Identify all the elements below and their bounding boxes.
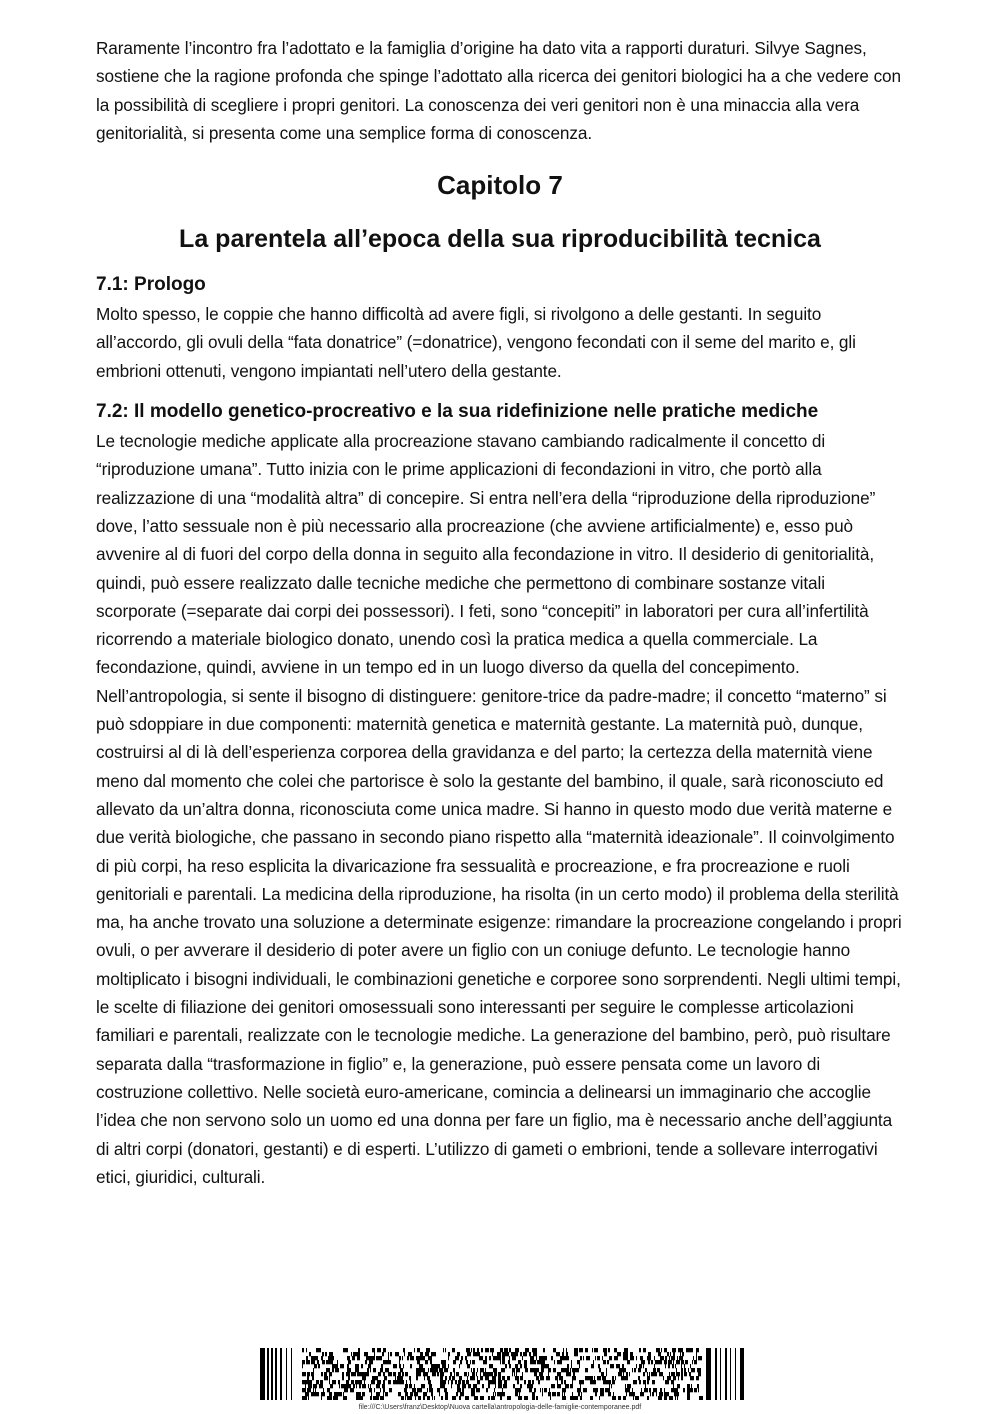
document-page <box>96 34 904 1191</box>
section-heading-7-1: 7.1: Prologo <box>96 274 206 296</box>
pdf417-barcode-icon <box>260 1348 744 1400</box>
intro-paragraph: Raramente l’incontro fra l’adottato e la famiglia d’origine ha dato vita a rapporti duraturi. Silvye Sagnes, sostiene che la ragione profonda che spinge l’adottato alla ricerca dei genitori biologici ha a che vedere con la possibilità di scegliere i propri genitori. La conoscenza dei veri genitori non è una minaccia alla vera genitorialità, si presenta come una semplice forma di conoscenza. <box>96 38 901 143</box>
section-heading-7-2: 7.2: Il modello genetico-procreativo e la sua ridefinizione nelle pratiche mediche <box>96 401 819 423</box>
chapter-title: La parentela all’epoca della sua riproducibilità tecnica <box>179 225 821 254</box>
section-text-7-2: Le tecnologie mediche applicate alla procreazione stavano cambiando radicalmente il concetto di “riproduzione umana”. Tutto inizia con le prime applicazioni di fecondazioni in vitro, che portò alla realizzazione di una “modalità altra” di concepire. Si entra nell’era della “riproduzione della riproduzione” dove, l’atto sessuale non è più necessario alla procreazione (che avviene artificialmente) e, esso può avvenire al di fuori del corpo della donna in seguito alla fecondazione in vitro. Il desiderio di genitorialità, quindi, può essere realizzato dalle tecniche mediche che permettono di combinare sostanze vitali scorporate (=separate dai corpi dei possessori). I feti, sono “concepiti” in laboratori per cura all’infertilità ricorrendo a materiale biologico donato, unendo così la pratica medica a quella commerciale. La fecondazione, quindi, avviene in un tempo ed in un luogo diverso da quella del concepimento. Nell’antropologia, si sente il bisogno di distinguere: genitore-trice da padre-madre; il concetto “materno” si può sdoppiare in due componenti: maternità genetica e maternità gestante. La maternità può, dunque, costruirsi al di là dell’esperienza corporea della gravidanza e del parto; la certezza della maternità viene meno dal momento che colei che partorisce è solo la gestante del bambino, il quale, sarà riconosciuto ed allevato da un’altra donna, riconosciuta come unica madre. Si hanno in questo modo due verità materne e due verità biologiche, che passano in secondo piano rispetto alla “maternità ideazionale”. Il coinvolgimento di più corpi, ha reso esplicita la divaricazione fra sessualità e procreazione, e fra procreazione e ruoli genitoriali e parentali. La medicina della riproduzione, ha risolta (in un certo modo) il problema della sterilità ma, ha anche trovato una soluzione a determinate esigenze: rimandare la procreazione congelando i propri ovuli, o per avverare il desiderio di poter avere un figlio con un coniuge defunto. Le tecnologie hanno moltiplicato i bisogni individuali, le combinazioni genetiche e corporee sono sorprendenti. Negli ultimi tempi, le scelte di filiazione dei genitori omosessuali sono interessanti per seguire le complesse articolazioni familiari e parentali, realizzate con le tecnologie mediche. La generazione del bambino, però, può risultare separata dalla “trasformazione in figlio” e, la generazione, può essere pensata come un lavoro di costruzione collettivo. Nelle società euro-americane, comincia a delinearsi un immaginario che accoglie l’idea che non servono solo un uomo ed una donna per fare un figlio, ma è necessario anche dell’aggiunta di altri corpi (donatori, gestanti) e di esperti. L’utilizzo di gameti o embrioni, tende a sollevare interrogativi etici, giuridici, culturali. <box>96 431 902 1187</box>
section-text-7-1: Molto spesso, le coppie che hanno difficoltà ad avere figli, si rivolgono a delle gestanti. In seguito all’accordo, gli ovuli della “fata donatrice” (=donatrice), vengono fecondati con il seme del marito e, gli embrioni ottenuti, vengono impiantati nell’utero della gestante. <box>96 304 856 381</box>
chapter-number: Capitolo 7 <box>437 170 563 201</box>
footer-file-path: file:///C:\Users\franz\Desktop\Nuova cartella\antropologia-delle-famiglie-contemporanee.pdf <box>358 1404 642 1411</box>
